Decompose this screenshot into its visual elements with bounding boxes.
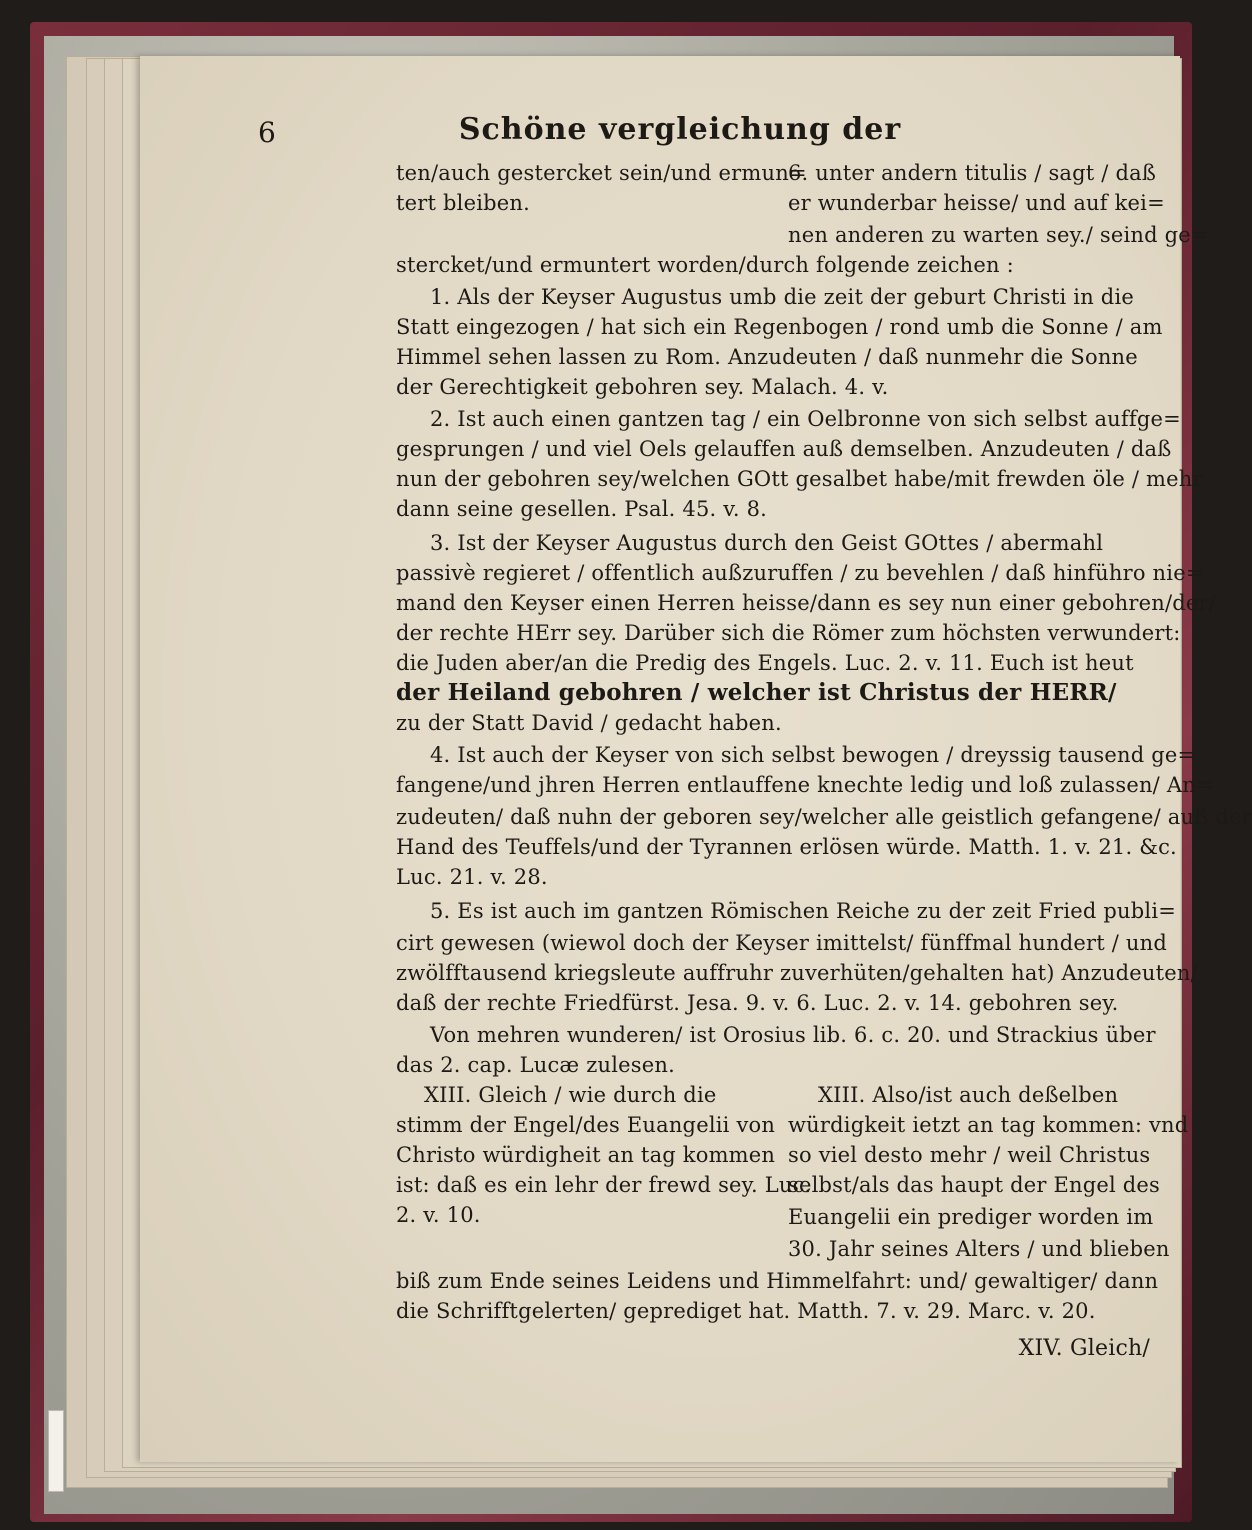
text-line: 1. Als der Keyser Augustus umb die zeit der geburt Christi in die xyxy=(430,285,1134,309)
text-line: er wunderbar heisse/ und auf kei= xyxy=(788,191,1165,215)
text-line: ten/auch gestercket sein/und ermun= xyxy=(396,161,807,185)
text-line: Himmel sehen lassen zu Rom. Anzudeuten / daß nunmehr die Sonne xyxy=(396,345,1138,369)
text-line: nen anderen zu warten sey./ seind ge= xyxy=(788,223,1209,247)
text-line: 4. Ist auch der Keyser von sich selbst bewogen / dreyssig tausend ge= xyxy=(430,743,1196,767)
text-line: zwölfftausend kriegsleute auffruhr zuverhüten/gehalten hat) Anzudeuten/ xyxy=(396,961,1198,985)
text-line: die Schrifftgelerten/ geprediget hat. Matth. 7. v. 29. Marc. v. 20. xyxy=(396,1299,1096,1323)
text-line: 2. v. 10. xyxy=(396,1203,481,1227)
text-line: fangene/und jhren Herren entlauffene knechte ledig und loß zulassen/ An= xyxy=(396,773,1214,797)
text-line: dann seine gesellen. Psal. 45. v. 8. xyxy=(396,497,768,521)
text-line: XIII. Also/ist auch deßelben xyxy=(818,1083,1119,1107)
text-line: Christo würdigheit an tag kommen xyxy=(396,1143,776,1167)
text-line: cirt gewesen (wiewol doch der Keyser imittelst/ fünffmal hundert / und xyxy=(396,931,1167,955)
text-line: XIII. Gleich / wie durch die xyxy=(424,1083,717,1107)
text-line: 3. Ist der Keyser Augustus durch den Geist GOttes / abermahl xyxy=(430,531,1104,555)
text-line: 6. unter andern titulis / sagt / daß xyxy=(788,161,1157,185)
text-line: tert bleiben. xyxy=(396,191,530,215)
text-line: würdigkeit ietzt an tag kommen: vnd xyxy=(788,1113,1189,1137)
text-line: stercket/und ermuntert worden/durch folgende zeichen : xyxy=(396,253,1014,277)
text-line: die Juden aber/an die Predig des Engels. Luc. 2. v. 11. Euch ist heut xyxy=(396,651,1134,675)
text-line: zu der Statt David / gedacht haben. xyxy=(396,711,782,735)
text-line: Statt eingezogen / hat sich ein Regenbogen / rond umb die Sonne / am xyxy=(396,315,1163,339)
running-title: Schöne vergleichung der xyxy=(458,112,902,147)
text-line: der rechte HErr sey. Darüber sich die Römer zum höchsten verwundert: xyxy=(396,621,1181,645)
text-line: Euangelii ein prediger worden im xyxy=(788,1205,1154,1229)
text-line: gesprungen / und viel Oels gelauffen auß demselben. Anzudeuten / daß xyxy=(396,437,1172,461)
text-line: biß zum Ende seines Leidens und Himmelfahrt: und/ gewaltiger/ dann xyxy=(396,1269,1159,1293)
text-line: 5. Es ist auch im gantzen Römischen Reiche zu der zeit Fried publi= xyxy=(430,899,1177,923)
text-line: Von mehren wunderen/ ist Orosius lib. 6. c. 20. und Strackius über xyxy=(430,1023,1156,1047)
catchword: XIV. Gleich/ xyxy=(1018,1336,1150,1361)
text-line: so viel desto mehr / weil Christus xyxy=(788,1143,1151,1167)
text-line: selbst/als das haupt der Engel des xyxy=(788,1173,1161,1197)
text-line: ist: daß es ein lehr der frewd sey. Luc. xyxy=(396,1173,812,1197)
text-line: Luc. 21. v. 28. xyxy=(396,865,548,889)
page-number: 6 xyxy=(258,116,276,149)
text-line: Hand des Teuffels/und der Tyrannen erlösen würde. Matth. 1. v. 21. &c. xyxy=(396,835,1177,859)
text-line-emphasis: der Heiland gebohren / welcher ist Christus der HERR/ xyxy=(396,679,1117,706)
text-line: zudeuten/ daß nuhn der geboren sey/welcher alle geistlich gefangene/ auß der xyxy=(396,805,1252,829)
library-label xyxy=(48,1410,64,1492)
text-line: daß der rechte Friedfürst. Jesa. 9. v. 6. Luc. 2. v. 14. gebohren sey. xyxy=(396,991,1119,1015)
text-line: das 2. cap. Lucæ zulesen. xyxy=(396,1053,675,1077)
text-line: passivè regieret / offentlich außzuruffen / zu bevehlen / daß hinführo nie= xyxy=(396,561,1204,585)
text-line: der Gerechtigkeit gebohren sey. Malach. 4. v. xyxy=(396,375,889,399)
text-line: mand den Keyser einen Herren heisse/dann es sey nun einer gebohren/der/ xyxy=(396,591,1217,615)
text-line: 30. Jahr seines Alters / und blieben xyxy=(788,1237,1170,1261)
text-line: nun der gebohren sey/welchen GOtt gesalbet habe/mit frewden öle / mehr xyxy=(396,467,1203,491)
text-line: stimm der Engel/des Euangelii von xyxy=(396,1113,776,1137)
text-line: 2. Ist auch einen gantzen tag / ein Oelbronne von sich selbst auffge= xyxy=(430,407,1181,431)
